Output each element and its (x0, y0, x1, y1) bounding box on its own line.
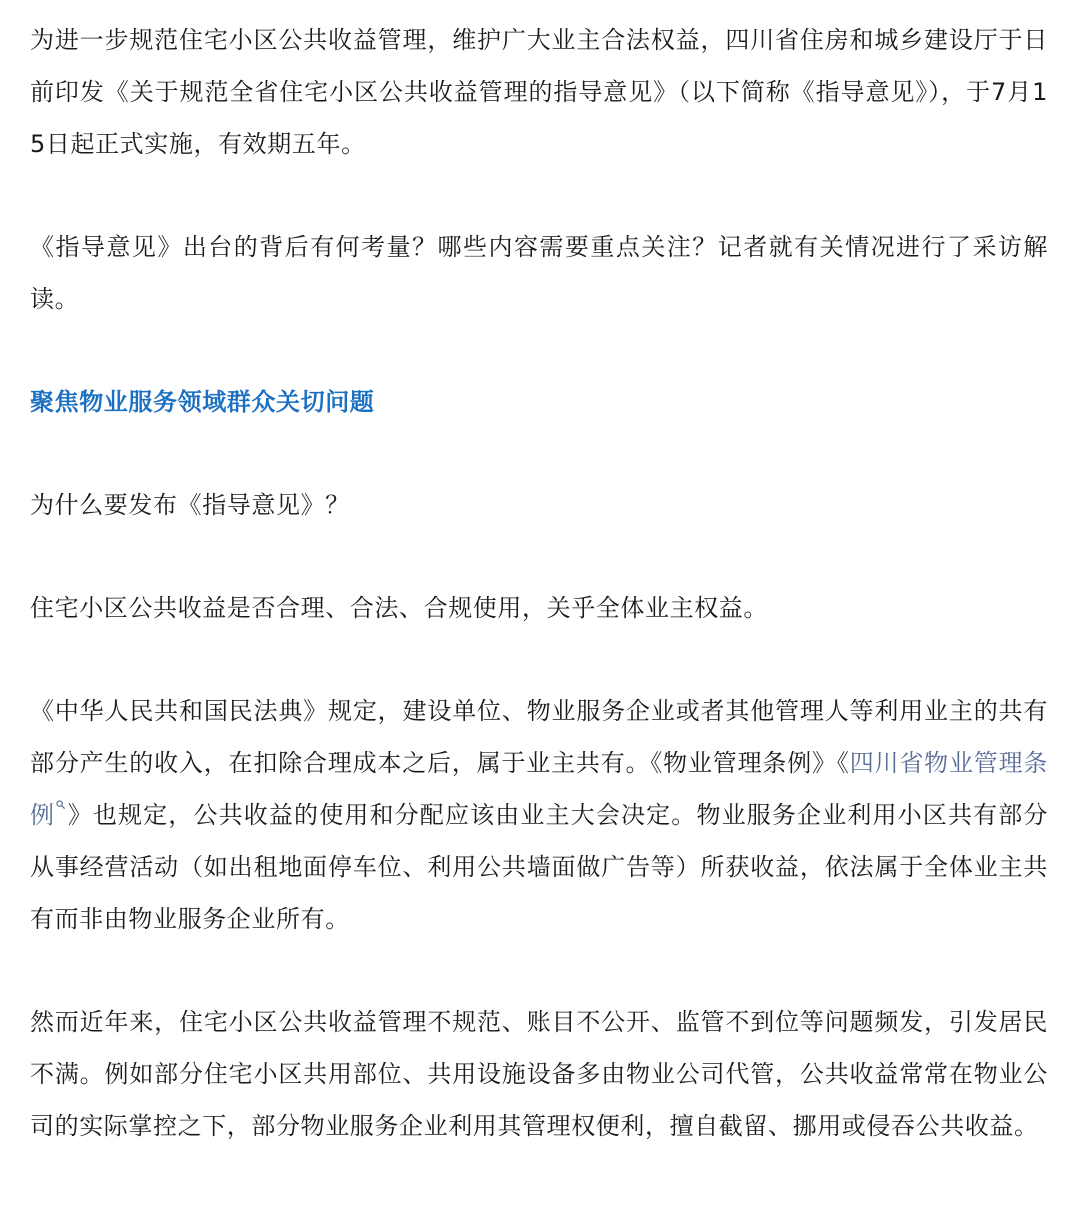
search-icon (56, 800, 65, 809)
civil-code-paragraph (30, 685, 1048, 945)
problems-paragraph: 然而近年来，住宅小区公共收益管理不规范、账目不公开、监管不到位等问题频发，引发居民不满。例如部分住宅小区共用部位、共用设施设备多由物业公司代管，公共收益常常在物业公司的实际掌控之下，部分物业服务企业利用其管理权便利，擅自截留、挪用或侵吞公共收益。 (30, 1008, 1048, 1140)
why-question-paragraph: 为什么要发布《指导意见》？ (30, 491, 350, 519)
question-paragraph: 《指导意见》出台的背后有何考量？哪些内容需要重点关注？记者就有关情况进行了采访解读。 (30, 233, 1048, 313)
civil-code-text-end: 》也规定，公共收益的使用和分配应该由业主大会决定。物业服务企业利用小区共有部分从事经营活动（如出租地面停车位、利用公共墙面做广告等）所获收益，依法属于全体业主共有而非由物业服务企业所有。 (30, 801, 1048, 933)
public-income-paragraph: 住宅小区公共收益是否合理、合法、合规使用，关乎全体业主权益。 (30, 594, 768, 622)
intro-paragraph: 为进一步规范住宅小区公共收益管理，维护广大业主合法权益，四川省住房和城乡建设厅于日前印发《关于规范全省住宅小区公共收益管理的指导意见》（以下简称《指导意见》），于7月15日起正式实施，有效期五年。 (30, 26, 1048, 158)
regulation-link-label: 四川省物业管理条例 (30, 749, 1048, 829)
section-heading: 聚焦物业服务领域群众关切问题 (30, 388, 375, 416)
civil-code-text-start: 《中华人民共和国民法典》规定，建设单位、物业服务企业或者其他管理人等利用业主的共有部分产生的收入，在扣除合理成本之后，属于业主共有。《物业管理条例》《 (30, 697, 1048, 777)
